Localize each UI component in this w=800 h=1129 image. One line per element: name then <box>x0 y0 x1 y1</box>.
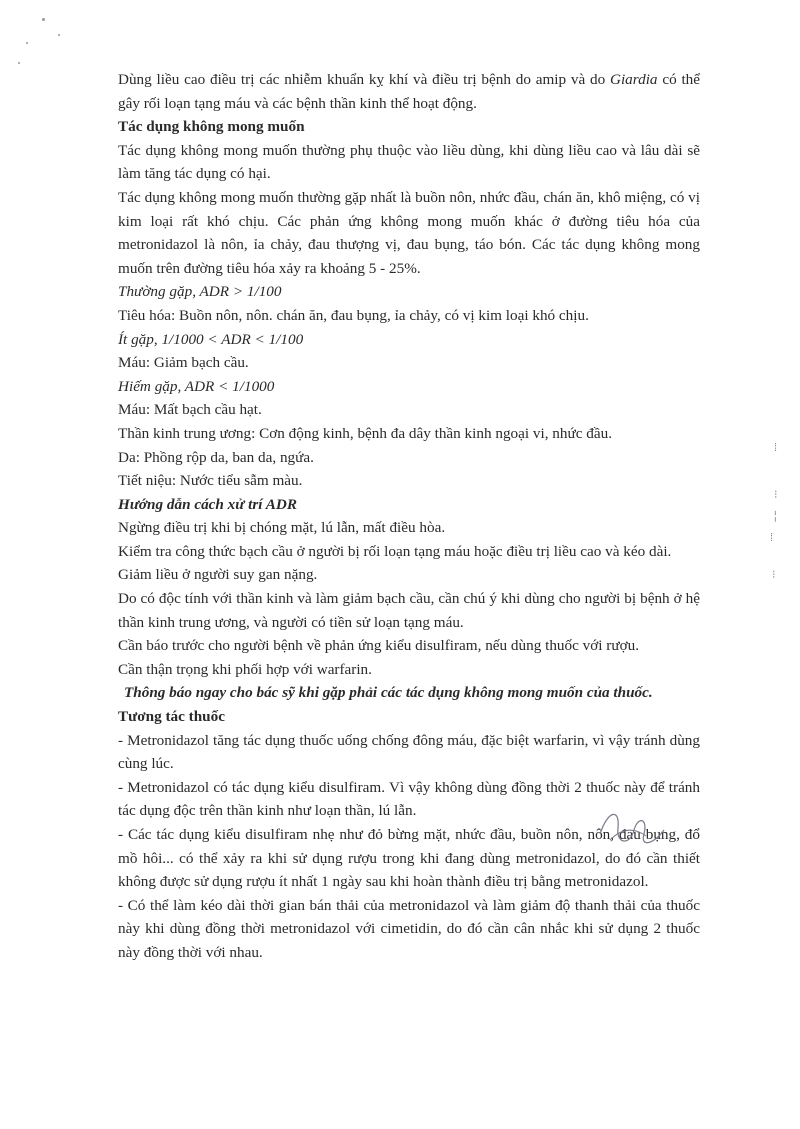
guide-item: Cần báo trước cho người bệnh về phản ứng kiểu disulfiram, nếu dùng thuốc với rượu. <box>118 637 639 655</box>
intro-paragraph: Dùng liều cao điều trị các nhiễm khuẩn kỵ khí và điều trị bệnh do amip và do Giardia có thể gây rối loạn tạng máu và các bệnh thần kinh thể hoạt động. <box>118 71 701 112</box>
guide-item: Giảm liều ở người suy gan nặng. <box>118 566 318 584</box>
notice-line: Thông báo ngay cho bác sỹ khi gặp phải các tác dụng không mong muốn của thuốc. <box>124 684 653 702</box>
common-item: Tiêu hóa: Buồn nôn, nôn. chán ăn, đau bụng, ỉa chảy, có vị kim loại khó chịu. <box>118 306 589 324</box>
interaction-item: - Các tác dụng kiểu disulfiram nhẹ như đỏ bừng mặt, nhức đầu, buồn nôn, nôn, đau bụng, đổ mồ hôi... có thể xảy ra khi sử dụng rượu trong khi đang dùng metronidazol, do đó cần thiết không được sử dụng rượu ít nhất 1 ngày sau khi hoàn thành điều trị bằng metronidazol. <box>118 826 700 891</box>
common-heading: Thường gặp, ADR > 1/100 <box>118 283 282 301</box>
adr-paragraph-2: Tác dụng không mong muốn thường gặp nhất là buồn nôn, nhức đầu, chán ăn, khô miệng, có vị kim loại rất khó chịu. Các phản ứng không mong muốn khác ở đường tiêu hóa của metronidazol là nôn, ỉa chảy, đau thượng vị, đau bụng, táo bón. Các tác dụng không mong muốn trên đường tiêu hóa xảy ra khoảng 5 - 25%. <box>118 188 700 277</box>
handwritten-signature <box>590 800 670 860</box>
interactions-heading: Tương tác thuốc <box>118 708 225 726</box>
guide-heading: Hướng dẫn cách xử trí ADR <box>118 495 297 513</box>
uncommon-item: Máu: Giảm bạch cầu. <box>118 354 249 372</box>
rare-item: Thần kinh trung ương: Cơn động kinh, bệnh đa dây thần kinh ngoại vi, nhức đầu. <box>118 424 612 442</box>
interaction-item: - Metronidazol tăng tác dụng thuốc uống chống đông máu, đặc biệt warfarin, vì vậy tránh dùng cùng lúc. <box>118 731 700 773</box>
adr-heading: Tác dụng không mong muốn <box>118 118 305 136</box>
uncommon-heading: Ít gặp, 1/1000 < ADR < 1/100 <box>118 330 304 348</box>
rare-item: Máu: Mất bạch cầu hạt. <box>118 401 262 419</box>
adr-paragraph-1: Tác dụng không mong muốn thường phụ thuộc vào liều dùng, khi dùng liều cao và lâu dài sẽ làm tăng tác dụng có hại. <box>118 141 700 183</box>
guide-item: Kiểm tra công thức bạch cầu ở người bị rối loạn tạng máu hoặc điều trị liều cao và kéo dài. <box>118 542 672 560</box>
guide-item: Cần thận trọng khi phối hợp với warfarin. <box>118 660 372 678</box>
rare-item: Tiết niệu: Nước tiểu sẫm màu. <box>118 472 303 490</box>
rare-item: Da: Phồng rộp da, ban da, ngứa. <box>118 448 314 466</box>
guide-item: Ngừng điều trị khi bị chóng mặt, lú lẫn, mất điều hòa. <box>118 519 446 537</box>
guide-item: Do có độc tính với thần kinh và làm giảm bạch cầu, cần chú ý khi dùng cho người bị bệnh ở hệ thần kinh trung ương, và người có tiền sử loạn tạng máu. <box>118 590 700 631</box>
interaction-item: - Metronidazol có tác dụng kiểu disulfiram. Vì vậy không dùng đồng thời 2 thuốc này để tránh tác dụng độc trên thần kinh như loạn thần, lú lẫn. <box>118 778 700 820</box>
interaction-item: - Có thể làm kéo dài thời gian bán thải của metronidazol và làm giảm độ thanh thải của thuốc này khi dùng đồng thời metronidazol với cimetidin, do đó cần cân nhắc khi sử dụng 2 thuốc này đồng thời với nhau. <box>118 896 700 961</box>
rare-heading: Hiếm gặp, ADR < 1/1000 <box>118 377 275 395</box>
